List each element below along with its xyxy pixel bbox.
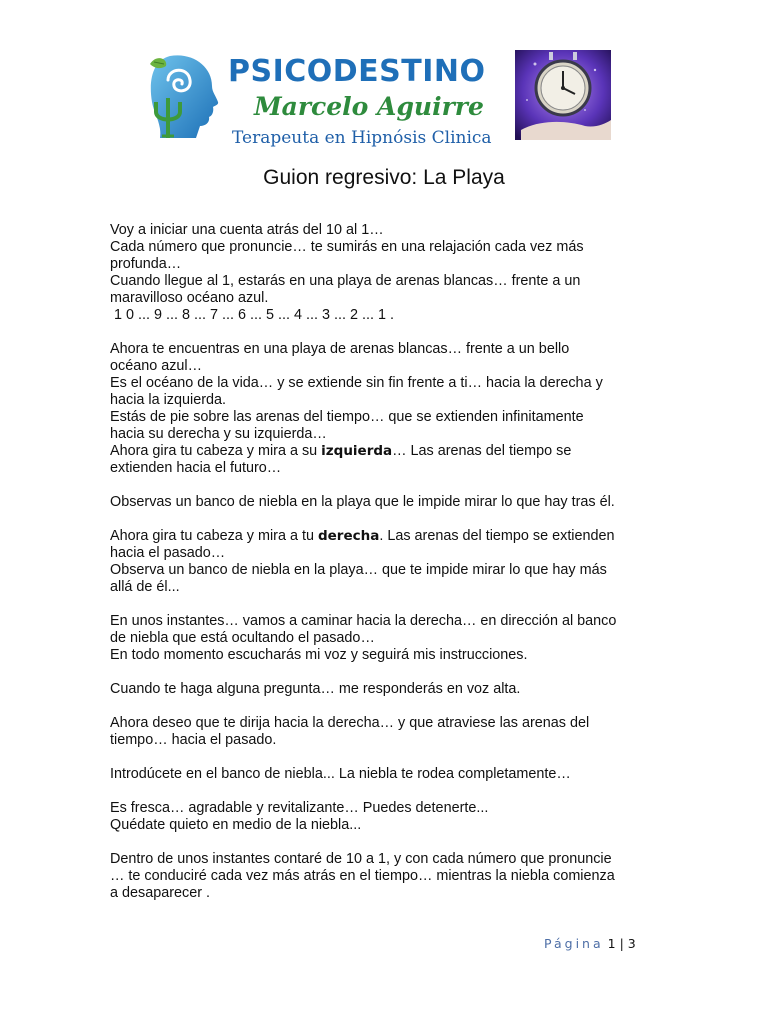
document-body <box>110 222 670 919</box>
text-line: hacia la izquierda. <box>110 392 226 408</box>
paragraph <box>110 341 670 477</box>
text-line: extienden hacia el futuro… <box>110 460 282 476</box>
text-line <box>110 443 670 460</box>
text-line: tiempo… hacia el pasado. <box>110 732 277 748</box>
text-segment: Ahora gira tu cabeza y mira a tu <box>110 528 318 544</box>
page-total: 3 <box>627 936 636 951</box>
document-header <box>0 0 768 160</box>
text-line: profunda… <box>110 256 182 272</box>
text-line: Cada número que pronuncie… te sumirás en una relajación cada vez más <box>110 239 584 255</box>
page-label: Página <box>544 936 604 951</box>
paragraph <box>110 681 670 698</box>
text-line <box>110 528 670 545</box>
text-line: a desaparecer . <box>110 885 210 901</box>
document-title: Guion regresivo: La Playa <box>263 166 505 189</box>
text-line: … te conduciré cada vez más atrás en el tiempo… mientras la niebla comienza <box>110 868 615 884</box>
text-line: Es fresca… agradable y revitalizante… Puedes detenerte... <box>110 800 489 816</box>
text-line: Es el océano de la vida… y se extiende sin fin frente a ti… hacia la derecha y <box>110 375 603 391</box>
text-line: Dentro de unos instantes contaré de 10 a 1, y con cada número que pronuncie <box>110 851 612 867</box>
brand-subtitle: Terapeuta en Hipnósis Clinica <box>232 128 492 148</box>
text-line: Observas un banco de niebla en la playa que le impide mirar lo que hay tras él. <box>110 494 615 510</box>
page-separator: | <box>619 936 624 951</box>
text-line: En todo momento escucharás mi voz y seguirá mis instrucciones. <box>110 647 528 663</box>
paragraph <box>110 851 670 902</box>
emphasis-izquierda: izquierda <box>321 443 393 459</box>
text-line: Ahora deseo que te dirija hacia la derecha… y que atraviese las arenas del <box>110 715 590 731</box>
page-current: 1 <box>607 936 616 951</box>
paragraph <box>110 528 670 596</box>
paragraph <box>110 222 670 324</box>
text-line: hacia el pasado… <box>110 545 226 561</box>
paragraph <box>110 613 670 664</box>
paragraph <box>110 494 670 511</box>
text-line: En unos instantes… vamos a caminar hacia la derecha… en dirección al banco <box>110 613 617 629</box>
text-line: Voy a iniciar una cuenta atrás del 10 al 1… <box>110 222 384 238</box>
text-line: Observa un banco de niebla en la playa… que te impide mirar lo que hay más <box>110 562 607 578</box>
text-line: océano azul… <box>110 358 203 374</box>
emphasis-derecha: derecha <box>317 528 380 544</box>
text-line: Introdúcete en el banco de niebla... La niebla te rodea completamente… <box>110 766 571 782</box>
page-footer <box>544 936 636 951</box>
countdown-line: 1 0 ... 9 ... 8 ... 7 ... 6 ... 5 ... 4 ... 3 ... 2 ... 1 . <box>110 307 394 323</box>
text-line: de niebla que está ocultando el pasado… <box>110 630 375 646</box>
text-line: Cuando te haga alguna pregunta… me responderás en voz alta. <box>110 681 521 697</box>
text-line: Quédate quieto en medio de la niebla... <box>110 817 362 833</box>
brand-name: Marcelo Aguirre <box>254 92 484 121</box>
text-line: Estás de pie sobre las arenas del tiempo… que se extienden infinitamente <box>110 409 584 425</box>
text-segment: … Las arenas del tiempo se <box>392 443 572 459</box>
brand-title: PSICODESTINO <box>228 54 486 89</box>
psychology-head-logo <box>140 50 220 140</box>
text-line: allá de él... <box>110 579 180 595</box>
paragraph <box>110 715 670 749</box>
paragraph <box>110 800 670 834</box>
text-line: Ahora te encuentras en una playa de arenas blancas… frente a un bello <box>110 341 570 357</box>
text-line: Cuando llegue al 1, estarás en una playa de arenas blancas… frente a un <box>110 273 581 289</box>
clock-in-hand-image <box>515 50 611 140</box>
paragraph <box>110 766 670 783</box>
text-segment: . Las arenas del tiempo se extienden <box>379 528 615 544</box>
text-line: maravilloso océano azul. <box>110 290 269 306</box>
text-line: hacia su derecha y su izquierda… <box>110 426 327 442</box>
text-segment: Ahora gira tu cabeza y mira a su <box>110 443 322 459</box>
